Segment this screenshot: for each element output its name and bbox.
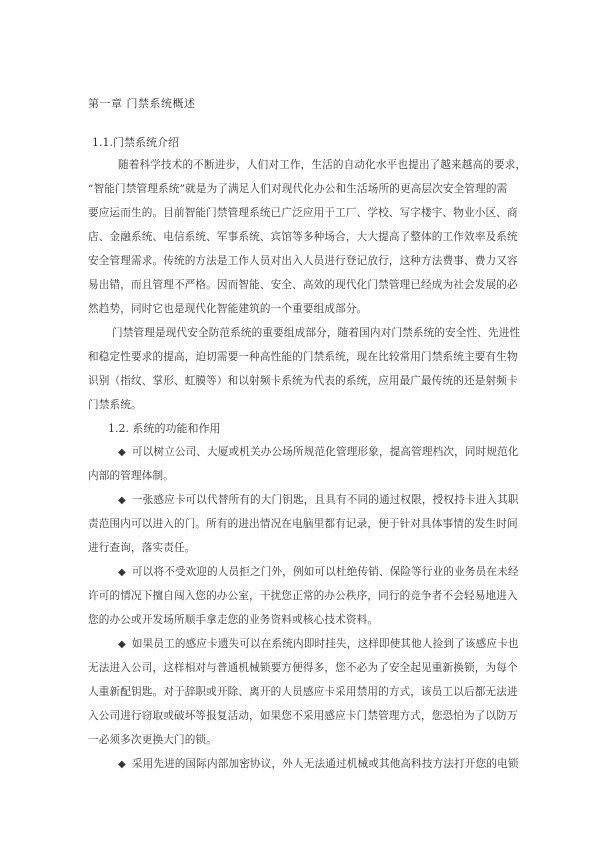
paragraph-line: “智能门禁管理系统”就是为了满足人们对现代化办公和生活场所的更高层次安全管理的需 xyxy=(88,183,508,195)
bullet-line xyxy=(118,492,519,507)
paragraph-line: 店、金融系统、电信系统、军事系统、宾馆等多种场合，大大提高了整体的工作效率及系统 xyxy=(88,231,518,243)
bullet-line: 进行查询，落实责任。 xyxy=(88,542,196,554)
paragraph-line: 随着科学技术的不断进步，人们对工作，生活的自动化水平也提出了越来越高的要求， xyxy=(118,159,527,171)
paragraph-line: 门禁系统。 xyxy=(88,399,142,411)
section-heading-1-1: 1.1.门禁系统介绍 xyxy=(92,136,179,149)
paragraph-line: 易出错，而且管理不严格。因而智能、安全、高效的现代化门禁管理已经成为社会发展的必 xyxy=(88,279,518,291)
diamond-bullet-icon: ◆ xyxy=(118,567,126,578)
bullet-line: 许可的情况下擅自闯入您的办公室，干扰您正常的办公秩序，同行的竞争者不会轻易地进入 xyxy=(88,590,518,602)
diamond-bullet-icon: ◆ xyxy=(118,495,126,506)
chapter-title: 第一章 门禁系统概述 xyxy=(88,97,196,110)
bullet-line: 责范围内可以进入的门。所有的进出情况在电脑里都有记录，便于针对具体事情的发生时间 xyxy=(88,518,518,530)
bullet-line: 内部的管理体制。 xyxy=(88,470,174,482)
section-heading-1-2: 1.2. 系统的功能和作用 xyxy=(108,422,221,435)
bullet-line: 一必须多次更换大门的锁。 xyxy=(88,734,217,746)
bullet-text: 可以将不受欢迎的人员拒之门外，例如可以杜绝传销、保险等行业的业务员在未经 xyxy=(131,566,519,578)
bullet-text: 可以树立公司、大厦或机关办公场所规范化管理形象，提高管理档次，同时规范化 xyxy=(131,446,519,458)
bullet-line xyxy=(118,756,519,771)
bullet-line: 入公司进行窃取或破坏等报复活动，如果您不采用感应卡门禁管理方式，您恐怕为了以防万 xyxy=(88,710,518,722)
paragraph-line: 门禁管理是现代安全防范系统的重要组成部分，随着国内对门禁系统的安全性、先进性 xyxy=(112,327,521,339)
paragraph-line: 和稳定性要求的提高，迫切需要一种高性能的门禁系统，现在比较常用门禁系统主要有生物 xyxy=(88,351,518,363)
bullet-line: 您的办公或开发场所顺手拿走您的业务资料或核心技术资料。 xyxy=(88,614,379,626)
paragraph-line: 识别（指纹、掌形、虹膜等）和以射频卡系统为代表的系统，应用最广最传统的还是射频卡 xyxy=(88,375,518,387)
diamond-bullet-icon: ◆ xyxy=(118,759,126,770)
paragraph-line: 然趋势，同时它也是现代化智能建筑的一个重要组成部分。 xyxy=(88,303,368,315)
diamond-bullet-icon: ◆ xyxy=(118,639,126,650)
bullet-text: 如果员工的感应卡遗失可以在系统内即时挂失，这样即使其他人捡到了该感应卡也 xyxy=(131,638,519,650)
bullet-line xyxy=(118,444,519,459)
diamond-bullet-icon: ◆ xyxy=(118,447,126,458)
paragraph-line: 安全管理需求。传统的方法是工作人员对出入人员进行登记放行，这种方法费事、费力又容 xyxy=(88,255,518,267)
bullet-line: 人重新配钥匙。对于辞职或开除、离开的人员感应卡采用禁用的方式，该员工以后都无法进 xyxy=(88,686,518,698)
bullet-line xyxy=(118,564,519,579)
bullet-line: 无法进入公司，这样相对与普通机械锁要方便得多，您不必为了安全起见重新换锁，为每个 xyxy=(88,662,518,674)
paragraph-line: 要应运而生的。目前智能门禁管理系统已广泛应用于工厂、学校、写字楼宇、物业小区、商 xyxy=(88,207,518,219)
bullet-line xyxy=(118,636,519,651)
bullet-text: 采用先进的国际内部加密协议，外人无法通过机械或其他高科技方法打开您的电锁 xyxy=(131,758,519,770)
bullet-text: 一张感应卡可以代替所有的大门钥匙，且具有不同的通过权限，授权持卡进入其职 xyxy=(131,494,519,506)
